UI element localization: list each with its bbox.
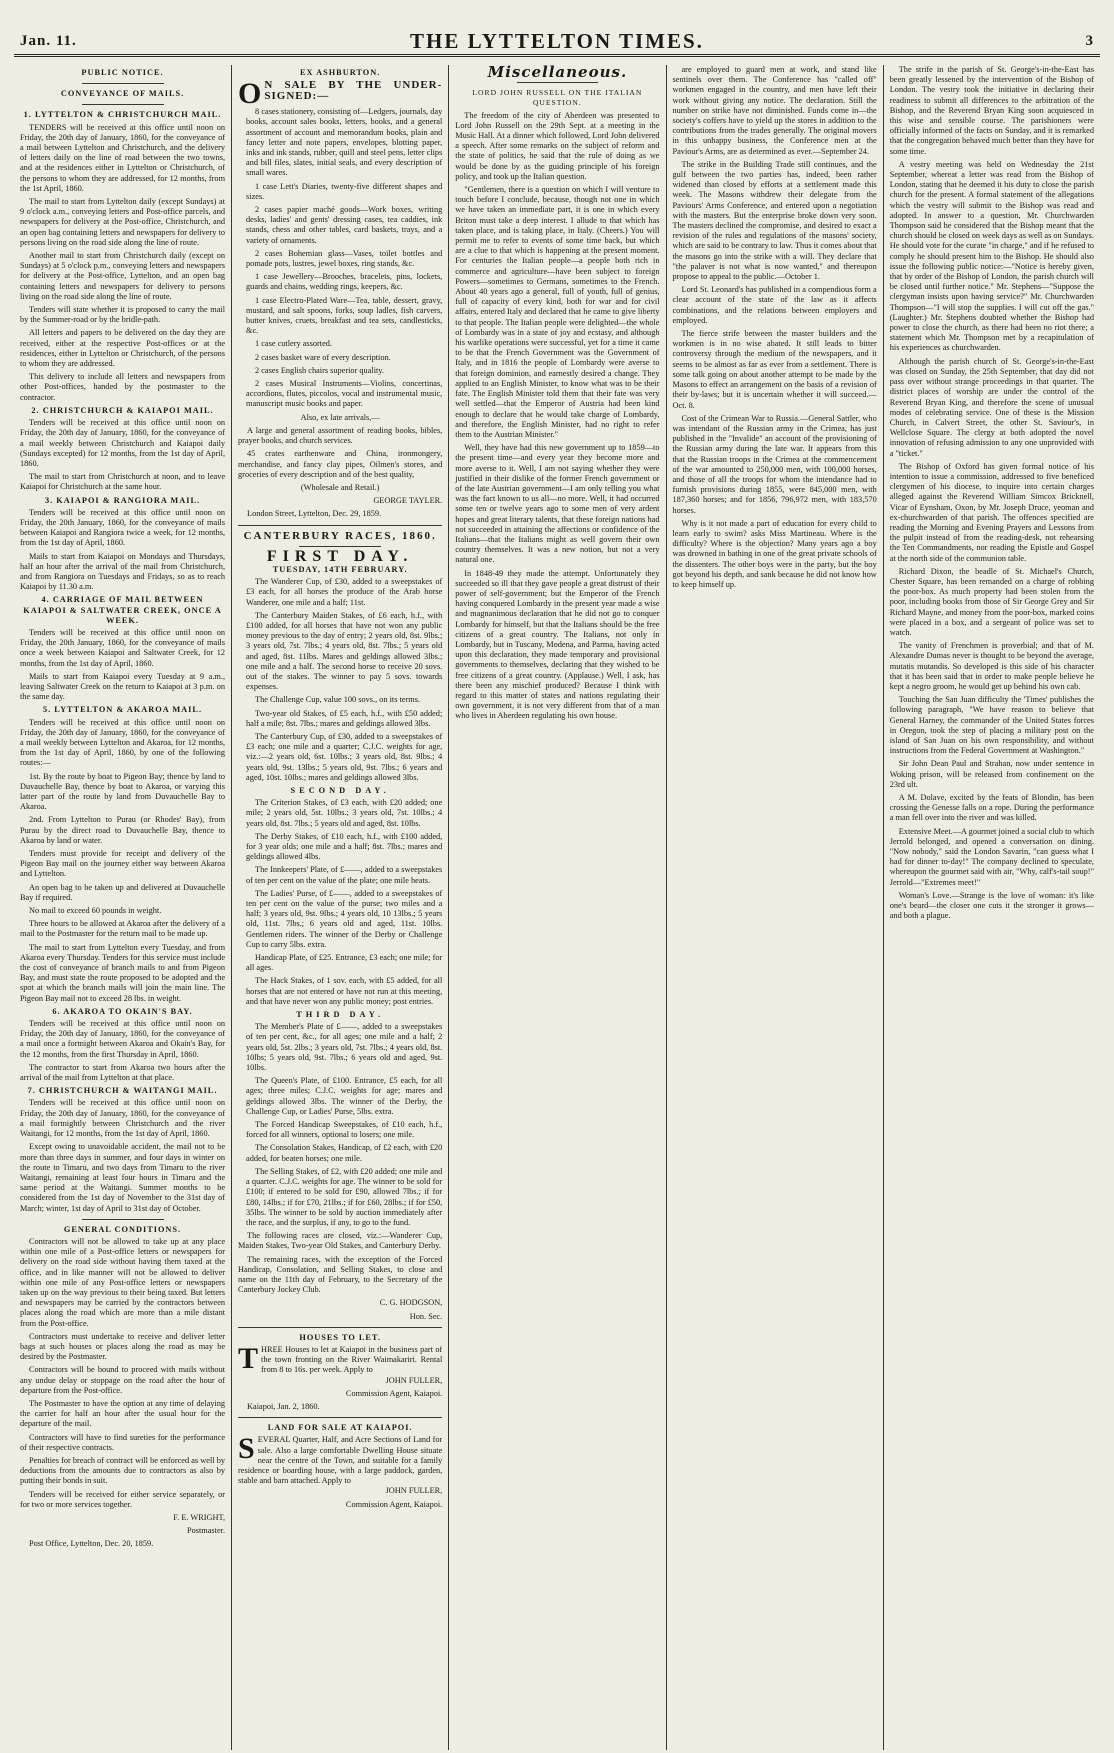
article-title: LORD JOHN RUSSELL ON THE ITALIAN QUESTION. <box>472 88 643 108</box>
notice-paragraph: The mail to start from Lyttelton every Tuesday, and from Akaroa every Thursday. Tenders for this service must include the cost of conveyance of branch mails to and from Pigeon Bay, and must state the route proposed to be adopted and the spot at which the branch mails will join the main line. The Pigeon Bay mail not to exceed 28 lbs. in weight. <box>20 942 226 1003</box>
divider <box>299 546 381 547</box>
article-paragraph: A vestry meeting was held on Wednesday the 21st September, whereat a letter was read from the Bishop of London, stating that he deemed it his duty to close the parish church for the present. A formal statement of the allegations which the vestry will submit to the Bishop was read and adopted. In answer to a question, Mr. Churchwarden Thompson said he considered that the Bishop meant that the church should be closed on week days as well as on Sundays. He should vote for the curate "in charge," and if he refused to comply he should present him to the Bishop. He should also issue the following public notice:—"Notice is hereby given, that by order of the Bishop of London, the parish church will be closed until further notice." Mr. Stephens—"Suppose the clergyman insists upon having service?" Mr. Churchwarden Thompson—"I will stop the supplies. I will cut off the gas." (Laughter.) Mr. Stephens doubted whether the Bishop had power to close the church, as there had been no riot there; a statement which Mr. Thompson met by a recapitulation of his experiences as churchwarden. <box>889 159 1094 353</box>
article-paragraph: Why is it not made a part of education for every child to learn early to swim? asks Miss Martineau. Where is the difficulty? Where is the objection? Many years ago a boy was drowned in bathing in one of the great private schools of the dissenters. The other boys were in the party, but the boy got beyond his depth, and sank because he did not know how to keep himself up. <box>672 518 877 589</box>
notice-paragraph: Tenders must provide for receipt and delivery of the Pigeon Bay mail on the journey either way between Akaroa and Lyttelton. <box>20 849 226 879</box>
signature: F. E. WRIGHT, <box>173 1513 226 1522</box>
notice-paragraph: Contractors must undertake to receive and deliver letter bags at such houses or places along the road as may be desired by the Postmaster. <box>20 1331 226 1362</box>
article-paragraph: "Gentlemen, there is a question on which I will venture to touch before I conclude, because, though not one in which we have taken an immediate part, it is one in which every Briton must take a deep interest. I allude to that which has taken place, and is taking place, in Italy. (Cheers.) You will permit me to refer to events of some time back, but which are a clue to that which is happening at the present moment. For centuries the Italian people—a people both rich in commerce and agriculture—have been subject to foreign Powers—sometimes to Germans, sometimes to the French. About 40 years ago a general, full of youth, full of genius, full of capacity of every kind, both for war and for civil affairs, entered Italy and declared that he came to give liberty to that people. The Italian people were delighted—the whole of Lombardy was in a state of joy and ecstasy, and although his warlike operations were successful, yet for a time it came to be that the French Government was the Government of Italy, and in 1816 the people of Lombardy were averse to that foreign dominion, and earnestly desired a change. They applied to an English Minister, to know what was to be their fate. The English Minister told them that their fate was very well settled—that the Emperor of Austria had been kind enough to declare that he would take charge of Lombardy, and therefore, the English Minister, had no right to refer them to the Austrian Minister." <box>455 185 660 439</box>
notice-paragraph: Tenders will be received at this office until noon on Friday, the 20th day of January, 1860, for the conveyance of a mail weekly between Christchurch and Kaiapoi daily (Sundays excepted) for 12 months, from the 1st day of April, 1860. <box>20 418 226 468</box>
article-paragraph: Touching the San Juan difficulty the 'Times' publishes the following paragraph, "We have reason to believe that General Harney, the commander of the United States forces in Oregon, took the step of placing a military post on the island of San Juan on his own responsibility, and without instructions from the Federal Government at Washington." <box>889 695 1094 756</box>
notice-paragraph: Mails to start from Kaiapoi every Tuesday at 9 a.m., leaving Saltwater Creek on the return to Kaiapoi at 3 p.m. on the same day. <box>20 671 226 702</box>
list-item: 1 case Jewellery—Brooches, bracelets, pins, lockets, guards and chains, wedding rings, keepers, &c. <box>246 272 443 292</box>
notice-paragraph: Tenders will be received at this office until noon on Friday, the 20th January, 1860, for the conveyance of mails once a week between Kaiapoi and Saltwater Creek, for 12 months, from the 1st day of April, 1860. <box>20 627 226 668</box>
race-item: The Hack Stakes, of 1 sov. each, with £5 added, for all horses that are not entered or have not run at this meeting, and that have never won any public money; post entries. <box>246 976 443 1006</box>
race-item: The Canterbury Maiden Stakes, of £6 each, h.f., with £100 added, for all horses that have not won any public money previous to the day of entry; 2 years old, 8st. 9lbs.; 3 years old, 7st. 7lbs.; 4 years old, 8st. 7lbs.; 5 years old and aged, 8st. 11lbs. Mares and geldings allowed 3lbs.; one mile and a half. The second horse to receive 20 sovs. out of the stakes. The winner to pay 5 sovs. towards expenses. <box>246 610 443 692</box>
notice-paragraph: Another mail to start from Christchurch daily (except on Sundays) at 5 o'clock p.m., conveying letters and newspapers for delivery at the Post-office, Lyttelton, and an open bag containing letters and newspapers for delivery to persons living on the road side along the line of route. <box>20 251 226 301</box>
signature: JOHN FULLER, <box>385 1375 443 1385</box>
drop-cap: T <box>238 1344 259 1375</box>
section-title: 2. CHRISTCHURCH & KAIAPOI MAIL. <box>31 405 214 415</box>
ex-ashburton-items <box>238 107 442 409</box>
list-item: 2 cases basket ware of every description. <box>255 352 391 362</box>
notice-paragraph: Mails to start from Kaiapoi on Mondays and Thursdays, half an hour after the arrival of the mail from Christchurch, and from Rangiora on Tuesdays and Fridays, so as to reach Kaiapoi by 11.30 a.m. <box>20 551 226 592</box>
signature-role: Hon. Sec. <box>409 1311 443 1321</box>
list-item: 2 cases English chairs superior quality. <box>255 365 384 375</box>
signature: GEORGE TAYLER. <box>373 496 443 506</box>
ex-ashburton-intro: N SALE BY THE UNDER-SIGNED:— <box>264 80 443 103</box>
land-ad <box>238 1435 442 1486</box>
divider <box>238 525 442 526</box>
article-paragraph: The fierce strife between the master builders and the workmen is in no wise abated. It still leads to bitter controversy through the medium of the newspapers, and it seems to be almost as far as ever from a settlement. There is some talk going on about another attempt to be made by the Masons to effect an arrangement on the basis of a revision of their by-laws; but it is uncertain whether it will succeed.—Oct. 8. <box>672 329 877 410</box>
notice-paragraph: Tenders will be received for either service separately, or for two or more services together. <box>20 1489 226 1509</box>
second-day-heading: SECOND DAY. <box>290 785 390 795</box>
land-body: EVERAL Quarter, Half, and Acre Sections of Land for sale. Also a large comfortable Dwelling House situate near the centre of the Town, and suitable for a family residence or boarding house, with a large paddock, garden, stable and barn attached. Apply to <box>238 1435 443 1486</box>
houses-ad <box>238 1345 442 1376</box>
section-title: 6. AKAROA TO OKAIN'S BAY. <box>52 1006 193 1016</box>
section-title: 5. LYTTELTON & AKAROA MAIL. <box>43 705 203 715</box>
list-item: 1 case Lett's Diaries, twenty-five different shapes and sizes. <box>246 181 443 201</box>
also-line: Also, ex late arrivals,— <box>300 412 380 422</box>
race-item: The Challenge Cup, value 100 sovs., on its terms. <box>255 695 421 705</box>
houses-body: HREE Houses to let at Kaiapoi in the business part of the town fronting on the River Waimakariri. Rental from 8 to 16s. per week. Apply to <box>261 1344 443 1375</box>
article-paragraph: The freedom of the city of Aberdeen was presented to Lord John Russell on the 29th Sept. at a meeting in the Music Hall. At a dinner which followed, Lord John delivered a speech. After some remarks on the subject of reform and the state of politics, he said that the rule of doing as we would be done by as the guiding principle of his foreign policy, and took up the Italian question. <box>455 110 660 181</box>
land-title: LAND FOR SALE AT KAIAPOI. <box>267 1423 413 1433</box>
ad-paragraph: A large and general assortment of reading books, bibles, prayer books, and church services. <box>238 425 443 446</box>
notice-paragraph: 1st. By the route by boat to Pigeon Bay; thence by land to Duvauchelle Bay, thence by boat to Akaroa, or varying this latter part of the route by land from Duvauchelle Bay to Akaroa. <box>20 771 226 812</box>
section-title: 3. KAIAPOI & RANGIORA MAIL. <box>44 495 201 505</box>
list-item: 8 cases stationery, consisting of—Ledgers, journals, day books, account sales books, letters, books, and a general assortment of account and memorandum books, plain and fancy letter and note papers, envelopes, blotting paper, inks and ink stands, rubber, quill and steel pens, letter clips and bill files, slates, initial seals, and every description of small wares. <box>246 107 443 178</box>
conveyance-title: CONVEYANCE OF MAILS. <box>60 89 185 99</box>
wholesale-line: (Wholesale and Retail.) <box>300 482 380 492</box>
races-note: The following races are closed, viz.:—Wanderer Cup, Maiden Stakes, Two-year Old Stakes, and Canterbury Derby. <box>238 1231 443 1251</box>
notice-paragraph: Tenders will be received at this office until noon on Friday, the 20th January, 1860, for the conveyance of mails between Kaiapoi and Rangiora twice a week, for 12 months, from the 1st day of April, 1860. <box>20 507 226 548</box>
dateline: Post Office, Lyttelton, Dec. 20, 1859. <box>29 1539 154 1549</box>
article-paragraph: Lord St. Leonard's has published in a compendious form a clear account of the state of the law as it affects combinations, and the relations between employers and employed. <box>672 285 877 325</box>
race-item: The Ladies' Purse, of £——, added to a sweepstakes of ten per cent on the value of the purse; two miles and a half; 3 years old, 9st. 9lbs.; 4 years old, 10 13lbs.; 5 years old, 11st. 7lbs.; 6 years old and aged, 11st. 10lbs. Gentlemen riders. The winner of the Derby or Challenge Cup to carry 5lbs. extra. <box>246 888 443 949</box>
notice-paragraph: TENDERS will be received at this office until noon on Friday, the 20th day of January, 1860, for the conveyance of a mail between Lyttelton and Christchurch, and the delivery of letters daily on the line of road between the two towns, and at the residences either in Lyttelton or Christchurch, of the persons to whom they are addressed, for 12 months, from the 1st April, 1860. <box>20 122 226 193</box>
article-paragraph: Extensive Meet.—A gourmet joined a social club to which Jerrold belonged, and opened a conversation on dining. "Now nobody," said the London Savarin, "can guess what I had for dinner to-day!" The company declined to speculate, whereupon the gourmet said with air, "Why, calf's-tail soup!" Jerrold—"Extremes meet!" <box>889 826 1094 887</box>
race-item: The Canterbury Cup, of £30, added to a sweepstakes of £3 each; one mile and a quarter; C.J.C. weights for age, viz.:—2 years old, 6st. 10lbs.; 3 years old, 8st. 9lbs.; 4 years old, 9st. 13lbs.; 5 years old, 9st. 7lbs.; 6 years and aged, 10st. 10lbs.; mares and geldings allowed 3lbs. <box>246 731 443 782</box>
race-item: The Criterion Stakes, of £3 each, with £20 added; one mile; 2 years old, 5st. 10lbs.; 3 years old, 7st. 10lbs.; 4 years old, 8st. 7lbs.; 5 years old and aged, 8st. 10lbs. <box>246 798 443 828</box>
article-paragraph: Sir John Dean Paul and Strahan, now under sentence in Woking prison, will be released from confinement on the 23rd ult. <box>889 759 1094 789</box>
newspaper-title: THE LYTTELTON TIMES. <box>410 28 704 53</box>
notice-paragraph: No mail to exceed 60 pounds in weight. <box>29 906 162 916</box>
races-title: CANTERBURY RACES, 1860. <box>243 529 437 542</box>
first-day-heading: FIRST DAY. <box>266 547 414 565</box>
dateline: Kaiapoi, Jan. 2, 1860. <box>247 1401 320 1411</box>
column-5 <box>883 65 1100 1750</box>
column-4 <box>666 65 883 1750</box>
notice-paragraph: Contractors will not be allowed to take up at any place within one mile of a Post-office letters or newspapers for delivery on the road side without having them taxed at the office, and in like manner will not be allowed to deliver within one mile of any Post-office letters or newspapers taken up on the way previous to their being taxed. But letters and newspapers may be carried by the contractors between places along the road which are more than a mile distant from the Post-office. <box>20 1236 226 1328</box>
divider <box>82 83 164 84</box>
miscellaneous-heading: Miscellaneous. <box>487 65 628 81</box>
houses-title: HOUSES TO LET. <box>299 1332 381 1342</box>
drop-cap: S <box>238 1435 255 1466</box>
section-title: 1. LYTTELTON & CHRISTCHURCH MAIL. <box>23 110 222 120</box>
notice-paragraph: Tenders will state whether it is proposed to carry the mail by the Summer-road or by the bridle-path. <box>20 305 226 325</box>
article-paragraph: Richard Dixon, the beadle of St. Michael's Church, Chester Square, has been remanded on a charge of robbing the poor-box. As much property had been stolen from the poor, including books from those of Sir George Grey and Sir Richard Mayne, and money from the poor-box, marked coins were placed in a box, and a sergeant of police was set to watch. <box>889 566 1094 637</box>
dateline: London Street, Lyttelton, Dec. 29, 1859. <box>247 509 382 519</box>
notice-paragraph: Penalties for breach of contract will be enforced as well by deductions from the amounts due to contractors as also by putting their bonds in suit. <box>20 1455 226 1486</box>
notice-paragraph: Tenders will be received at this office until noon on Friday, the 20th day of January, 1860, for the conveyance of a mail once a fortnight between Akaroa and Okain's Bay, for the 12 months, from the first Thursday in April, 1860. <box>20 1019 226 1059</box>
first-day-date: TUESDAY, 14TH FEBRUARY. <box>272 564 408 574</box>
article-paragraph: A M. Dolave, excited by the feats of Blondin, has been crossing the Genesse falls on a rope. During the performance a man fell over into the river and was killed. <box>889 793 1094 823</box>
race-item: The Derby Stakes, of £10 each, h.f., with £100 added, for 3 year olds; one mile and a half; 8st. 7lbs.; mares and geldings allowed 4lbs. <box>246 831 443 862</box>
list-item: 2 cases papier maché goods—Work boxes, writing desks, ladies' and gents' dressing cases, tea caddies, ink stands, chess and other tables, card baskets, trays, and a variety of ornaments. <box>246 205 443 245</box>
list-item: 2 cases Musical Instruments—Violins, concertinas, accordions, flutes, piccolos, vocal and instrumental music, manuscript music books and paper. <box>246 379 443 409</box>
notice-paragraph: An open bag to be taken up and delivered at Duvauchelle Bay if required. <box>20 882 226 902</box>
section-title: 7. CHRISTCHURCH & WAITANGI MAIL. <box>27 1086 218 1096</box>
article-paragraph: In 1848-49 they made the attempt. Unfortunately they succeeded so ill that they gave people a great distrust of their power of self-government; but the Emperor of the French having conquered Lombardy in the present year made a wise and magnanimous declaration that he did not go to conquer Lombardy for himself, but that the Italians should be the free citizens of a great country. The Italians, not only in Lombardy, but in Tuscany, Modena, and Parma, having acted upon this declaration, they made temporary and provisional governments to themselves, declaring that they wished to be free citizens of a great country. (Applause.) Well, I ask, has there been any mischief produced? Because I think with regard to this matter of states and nations regulating their own government, it is not very different from that of a man who lives in Aberdeen regulating his own house. <box>455 568 660 721</box>
race-item: Two-year old Stakes, of £5 each, h.f., with £50 added; half a mile; 8st. 7lbs.; mares and geldings allowed 3lbs. <box>246 708 443 728</box>
race-item: The Forced Handicap Sweepstakes, of £10 each, h.f., forced for all winners, optional to losers; one mile. <box>246 1120 443 1140</box>
public-notice-title: PUBLIC NOTICE. <box>81 68 164 77</box>
article-paragraph: The strife in the parish of St. George's-in-the-East has been greatly lessened by the intervention of the Bishop of London. The vestry took the initiative in declaring their readiness to submit all differences to the arbitration of the Bishop, and the Reverend Bryan King soon acquiesced in this wise and sensible course. The parishioners were officially informed of the facts on Sunday, and it is remarked that the congregation behaved much better than they have for some time. <box>889 65 1094 156</box>
divider <box>517 82 599 83</box>
issue-date: Jan. 11. <box>20 32 77 49</box>
drop-cap: O <box>238 80 262 108</box>
ad-paragraph: 45 crates earthenware and China, ironmongery, merchandise, and fancy clay pipes, Oilmen's stores, and groceries of every description and of the best quality, <box>238 449 443 479</box>
notice-paragraph: 2nd. From Lyttelton to Purau (or Rhodes' Bay), from Purau by the direct road to Duvauchelle Bay, thence to Akaroa by land or water. <box>20 815 226 845</box>
race-item: The Member's Plate of £——, added to a sweepstakes of ten per cent, &c., for all ages; one mile and a half; 2 years old, 5st. 2lbs.; 3 years old, 7st. 7lbs.; 4 years old, 8st. 10lbs; 5 years old, 9st. 7lbs.; 6 years old and aged, 9st. 10lbs. <box>246 1022 443 1073</box>
article-paragraph: Although the parish church of St. George's-in-the-East was closed on Sunday, the 25th September, that day did not pass over without strange proceedings in that quarter. The district places of worship are under the control of the Reverend Bryan King, and therefore the scene of unusual modes of celebrating service. One of these is the Mission Church, in Calvert Street, the other St. Saviour's, in Wellclose Square. The clergy at both adopted the novel innovation of refusing admission to any one unprovided with a "ticket." <box>889 356 1094 458</box>
signature: C. G. HODGSON, <box>379 1298 443 1308</box>
notice-paragraph: Tenders will be received at this office until noon on Friday, the 20th day of January, 1860, for the conveyance of a mail fortnightly between Christchurch and the river Waitangi, for 12 months, from the 1st day of April, 1860. <box>20 1098 226 1139</box>
ex-ashburton-title: EX ASHBURTON. <box>299 68 381 77</box>
notice-paragraph: This delivery to include all letters and newspapers from other Post-offices, handed by the postmaster to the contractor. <box>20 372 226 402</box>
article-paragraph: Cost of the Crimean War to Russia.—General Sattler, who was intendant of the Russian army in the Crimea, has just published in the "Invalide" an account of the provisioning of the Russian army during the late war. It appears from this that the Russian troops in the Crimea at the commencement of the war amounted to 250,000 men, with 100,000 horses, and those of all the troops for whom the intendance had to furnish provisions during 1855, were 845,000 men, with 187,360 horses; and for 1856, 796,972 men, with 183,570 horses. <box>672 413 877 515</box>
section-title: 4. CARRIAGE OF MAIL BETWEEN KAIAPOI & SALTWATER CREEK, ONCE A WEEK. <box>23 595 222 625</box>
signature-role: Postmaster. <box>187 1526 226 1536</box>
page-number: 3 <box>1085 32 1094 49</box>
races-note: The remaining races, with the exception of the Forced Handicap, Consolation, and Selling Stakes, to close and name on the 11th day of February, to the Secretary of the Canterbury Jockey Club. <box>238 1254 443 1295</box>
notice-paragraph: The Postmaster to have the option at any time of delaying the carrier for half an hour after the usual hour for the departure of the mail. <box>20 1398 226 1429</box>
notice-paragraph: Three hours to be allowed at Akaroa after the delivery of a mail to the Postmaster for the return mail to be made up. <box>20 919 226 939</box>
race-item: The Innkeepers' Plate, of £——, added to a sweepstakes of ten per cent on the value of the plate; one mile heats. <box>246 865 443 885</box>
column-1 <box>14 65 231 1750</box>
notice-paragraph: The contractor to start from Akaroa two hours after the arrival of the mail from Lyttelton at that place. <box>20 1062 226 1083</box>
race-item: Handicap Plate, of £25. Entrance, £3 each; one mile; for all ages. <box>246 953 443 973</box>
third-day-heading: THIRD DAY. <box>296 1010 385 1020</box>
divider <box>82 104 164 105</box>
list-item: 1 case cutlery assorted. <box>255 339 332 349</box>
list-item: 2 cases Bohemian glass—Vases, toilet bottles and pomade pots, lustres, jewel boxes, ring stands, &c. <box>246 248 443 269</box>
column-3 <box>448 65 665 1750</box>
divider <box>238 1417 442 1418</box>
article-paragraph: The Bishop of Oxford has given formal notice of his intention to issue a commission, addressed to five beneficed clergymen of his diocese, to inquire into certain charges alleged against the Reverend William Simcox Bricknell, Vicar of Eynsham, Oxon, by Mr. Joseph Druce, yeoman and ex-churchwarden of that parish. The offences specified are reading the Morning and Evening Prayers and Lessons from the pulpit instead of from the reading-desk, not rehearsing the Ten Commandments, nor reading the Epistle and Gospel at the north side of the communion table. <box>889 461 1094 563</box>
notice-paragraph: The mail to start from Lyttelton daily (except Sundays) at 9 o'clock a.m., conveying letters and Post-office parcels, and newspapers for delivery at the Post-office, Christchurch, and an open bag containing letters and newspapers for delivery to persons living on the road side along the line of route. <box>20 197 226 247</box>
list-item: 1 case Electro-Plated Ware—Tea, table, dessert, gravy, mustard, and salt spoons, forks, soup ladles, fish carvers, butter knives, cruets, breakfast and tea sets, candlesticks, &c. <box>246 295 443 336</box>
race-item: The Selling Stakes, of £2, with £20 added; one mile and a quarter. C.J.C. weights for age. The winner to be sold for £100; if entered to be sold for £90, allowed 7lbs.; if for £80, 14lbs.; if for £70, 21lbs.; if for £60, 28lbs.; if for £50, 35lbs. The winner to be sold by auction immediately after the race, and the surplus, if any, to go to the fund. <box>246 1166 443 1227</box>
general-conditions-title: GENERAL CONDITIONS. <box>63 1224 182 1234</box>
signature-role: Commission Agent, Kaiapoi. <box>345 1388 443 1398</box>
notice-paragraph: Tenders will be received at this office until noon on Friday, the 20th day of January, 1860, for the conveyance of a mail weekly between Lyttelton and Akaroa, for 12 months, from the 1st day of April, 1860, by one of the following routes:— <box>20 717 226 768</box>
article-paragraph: Well, they have had this new government up to 1859—to the present time—and every year they become more and more averse to it. Well, I am not saying whether they were justified in their dislike of the former French government or of the late Austrian government—I am only telling you what was the fact known to us all—no more. Well, it had occurred some ten or twelve years ago to some men of very ardent hopes and great literary talents, that these foreign nations had not succeeded in attaining the affections or confidence of the Italians—that the Italians might as well govern their own country themselves. It was a new notion, but not a very natural one. <box>455 443 660 565</box>
notice-paragraph: The mail to start from Christchurch at noon, and to leave Kaiapoi for Christchurch at the same hour. <box>20 472 226 492</box>
race-item: The Queen's Plate, of £100. Entrance, £5 each, for all ages; three miles; C.J.C. weights for age; mares and geldings allowed 3lbs. The winner of the Derby, the Challenge Cup, or Ladies' Purse, 5lbs. extra. <box>246 1076 443 1116</box>
ex-ashburton-intro-block <box>238 80 442 107</box>
divider <box>82 1219 164 1220</box>
column-2 <box>231 65 448 1750</box>
race-item: The Wanderer Cup, of £30, added to a sweepstakes of £3 each, for all horses the produce of the Arab horse Wanderer, one mile and a half; 11st. <box>246 577 443 607</box>
race-item: The Consolation Stakes, Handicap, of £2 each, with £20 added, for beaten horses; one mile. <box>246 1143 443 1163</box>
masthead <box>14 28 1100 57</box>
signature-role: Commission Agent, Kaiapoi. <box>345 1499 443 1509</box>
notice-paragraph: Except owing to unavoidable accident, the mail not to be more than three days in summer, and four days in winter on the route to Timaru, and two days from Timaru to the river Waitangi, remaining at least four hours in Timaru and the same period at the Waitangi. Summer months to be considered from the 1st day of November to the 31st day of March; winter, 1st day of April to 31st day of October. <box>20 1142 226 1213</box>
notice-paragraph: Contractors will be bound to proceed with mails without any undue delay or stoppage on the road after the hour of departure from the Post-office. <box>20 1365 226 1395</box>
signature: JOHN FULLER, <box>385 1486 443 1496</box>
notice-paragraph: All letters and papers to be delivered on the day they are received, either at the respective Post-offices or at the residences, either in Lyttelton or Christchurch, of the persons to whom they are addressed. <box>20 328 226 369</box>
article-paragraph: are employed to guard men at work, and stand like sentinels over them. The Conference has "called off" workmen engaged in the country, and men have left their work without giving any notice. The declaration. Still the number on strike have not diminished. Funds come in—the society's coffers have to yield up the stores in addition to the contributions from the trades generally. The original movers in this unhappy business, the Conference men at the Paviour's Arms, are as determined as ever.—September 24. <box>672 65 877 156</box>
notice-paragraph: Contractors will have to find sureties for the performance of their respective contracts. <box>20 1432 226 1452</box>
divider <box>238 1327 442 1328</box>
article-paragraph: The vanity of Frenchmen is proverbial; and that of M. Alexandre Dumas never is thought to be beyond the average, mutatis mutandis. So developed is this side of his character that it has been said that in order to make people believe he kept a negro groom, he would get up behind his own cab. <box>889 641 1094 691</box>
article-paragraph: Woman's Love.—Strange is the love of woman: it's like one's beard—the closer one cuts it the stronger it grows—and both a plague. <box>889 890 1094 921</box>
columns <box>14 65 1100 1750</box>
article-paragraph: The strike in the Building Trade still continues, and the gulf between the two parties has, indeed, been rather widened than closed by efforts at a settlement made this week. The Masons withdrew their delegate from the Paviours' Arms Conference, and entered upon a negotiation with the masters. But the enterprise broke down very soon. The masters declined the compromise, and desired to exact a revision of the rules and regulations of the masons' society, which are said to be contrary to law. Thus it comes about that the masons go into the strike with a will. They declare that "the palaver is not what is now wanted," and thereupon propose to appeal to the public.—October 1. <box>672 159 877 282</box>
